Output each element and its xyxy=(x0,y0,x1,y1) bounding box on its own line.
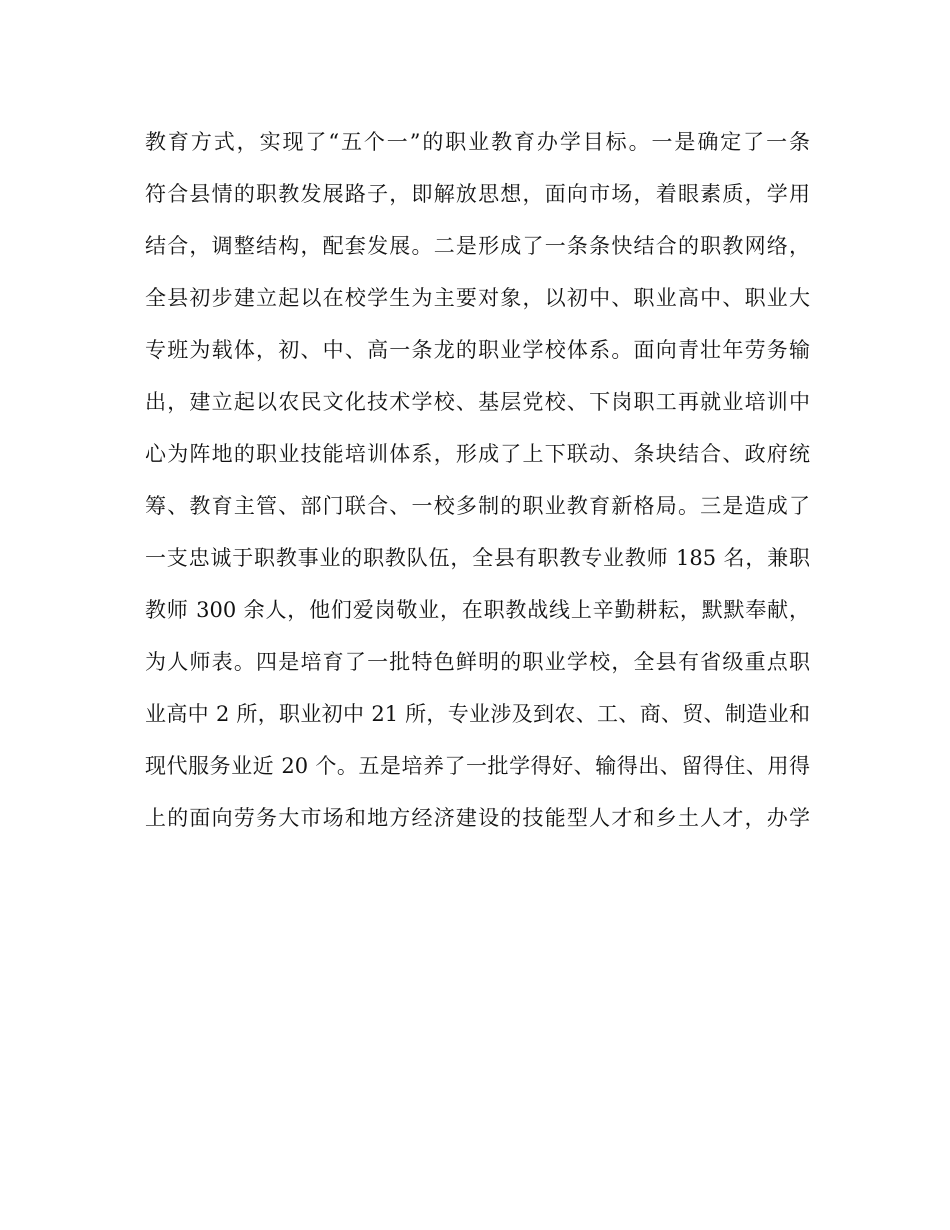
text-line: 出，建立起以农民文化技术学校、基层党校、下岗职工再就业培训中 xyxy=(145,390,810,414)
text-line: 为人师表。四是培育了一批特色鲜明的职业学校，全县有省级重点职 xyxy=(145,650,810,674)
text-line: 现代服务业近 20 个。五是培养了一批学得好、输得出、留得住、用得 xyxy=(145,754,810,778)
text-line: 专班为载体，初、中、高一条龙的职业学校体系。面向青壮年劳务输 xyxy=(145,338,810,362)
text-line: 心为阵地的职业技能培训体系，形成了上下联动、条块结合、政府统 xyxy=(145,442,810,466)
text-line: 上的面向劳务大市场和地方经济建设的技能型人才和乡土人才，办学 xyxy=(145,806,810,830)
body-paragraph xyxy=(145,122,810,850)
text-line: 符合县情的职教发展路子，即解放思想，面向市场，着眼素质，学用 xyxy=(145,182,810,206)
text-line: 业高中 2 所，职业初中 21 所，专业涉及到农、工、商、贸、制造业和 xyxy=(145,702,810,726)
text-line: 筹、教育主管、部门联合、一校多制的职业教育新格局。三是造成了 xyxy=(145,494,810,518)
text-line: 一支忠诚于职教事业的职教队伍，全县有职教专业教师 185 名，兼职 xyxy=(145,546,810,570)
text-line: 全县初步建立起以在校学生为主要对象，以初中、职业高中、职业大 xyxy=(145,286,810,310)
text-line: 结合，调整结构，配套发展。二是形成了一条条快结合的职教网络， xyxy=(145,234,810,258)
text-line: 教师 300 余人，他们爱岗敬业，在职教战线上辛勤耕耘，默默奉献， xyxy=(145,598,810,622)
text-line: 教育方式，实现了“五个一”的职业教育办学目标。一是确定了一条 xyxy=(145,130,810,154)
